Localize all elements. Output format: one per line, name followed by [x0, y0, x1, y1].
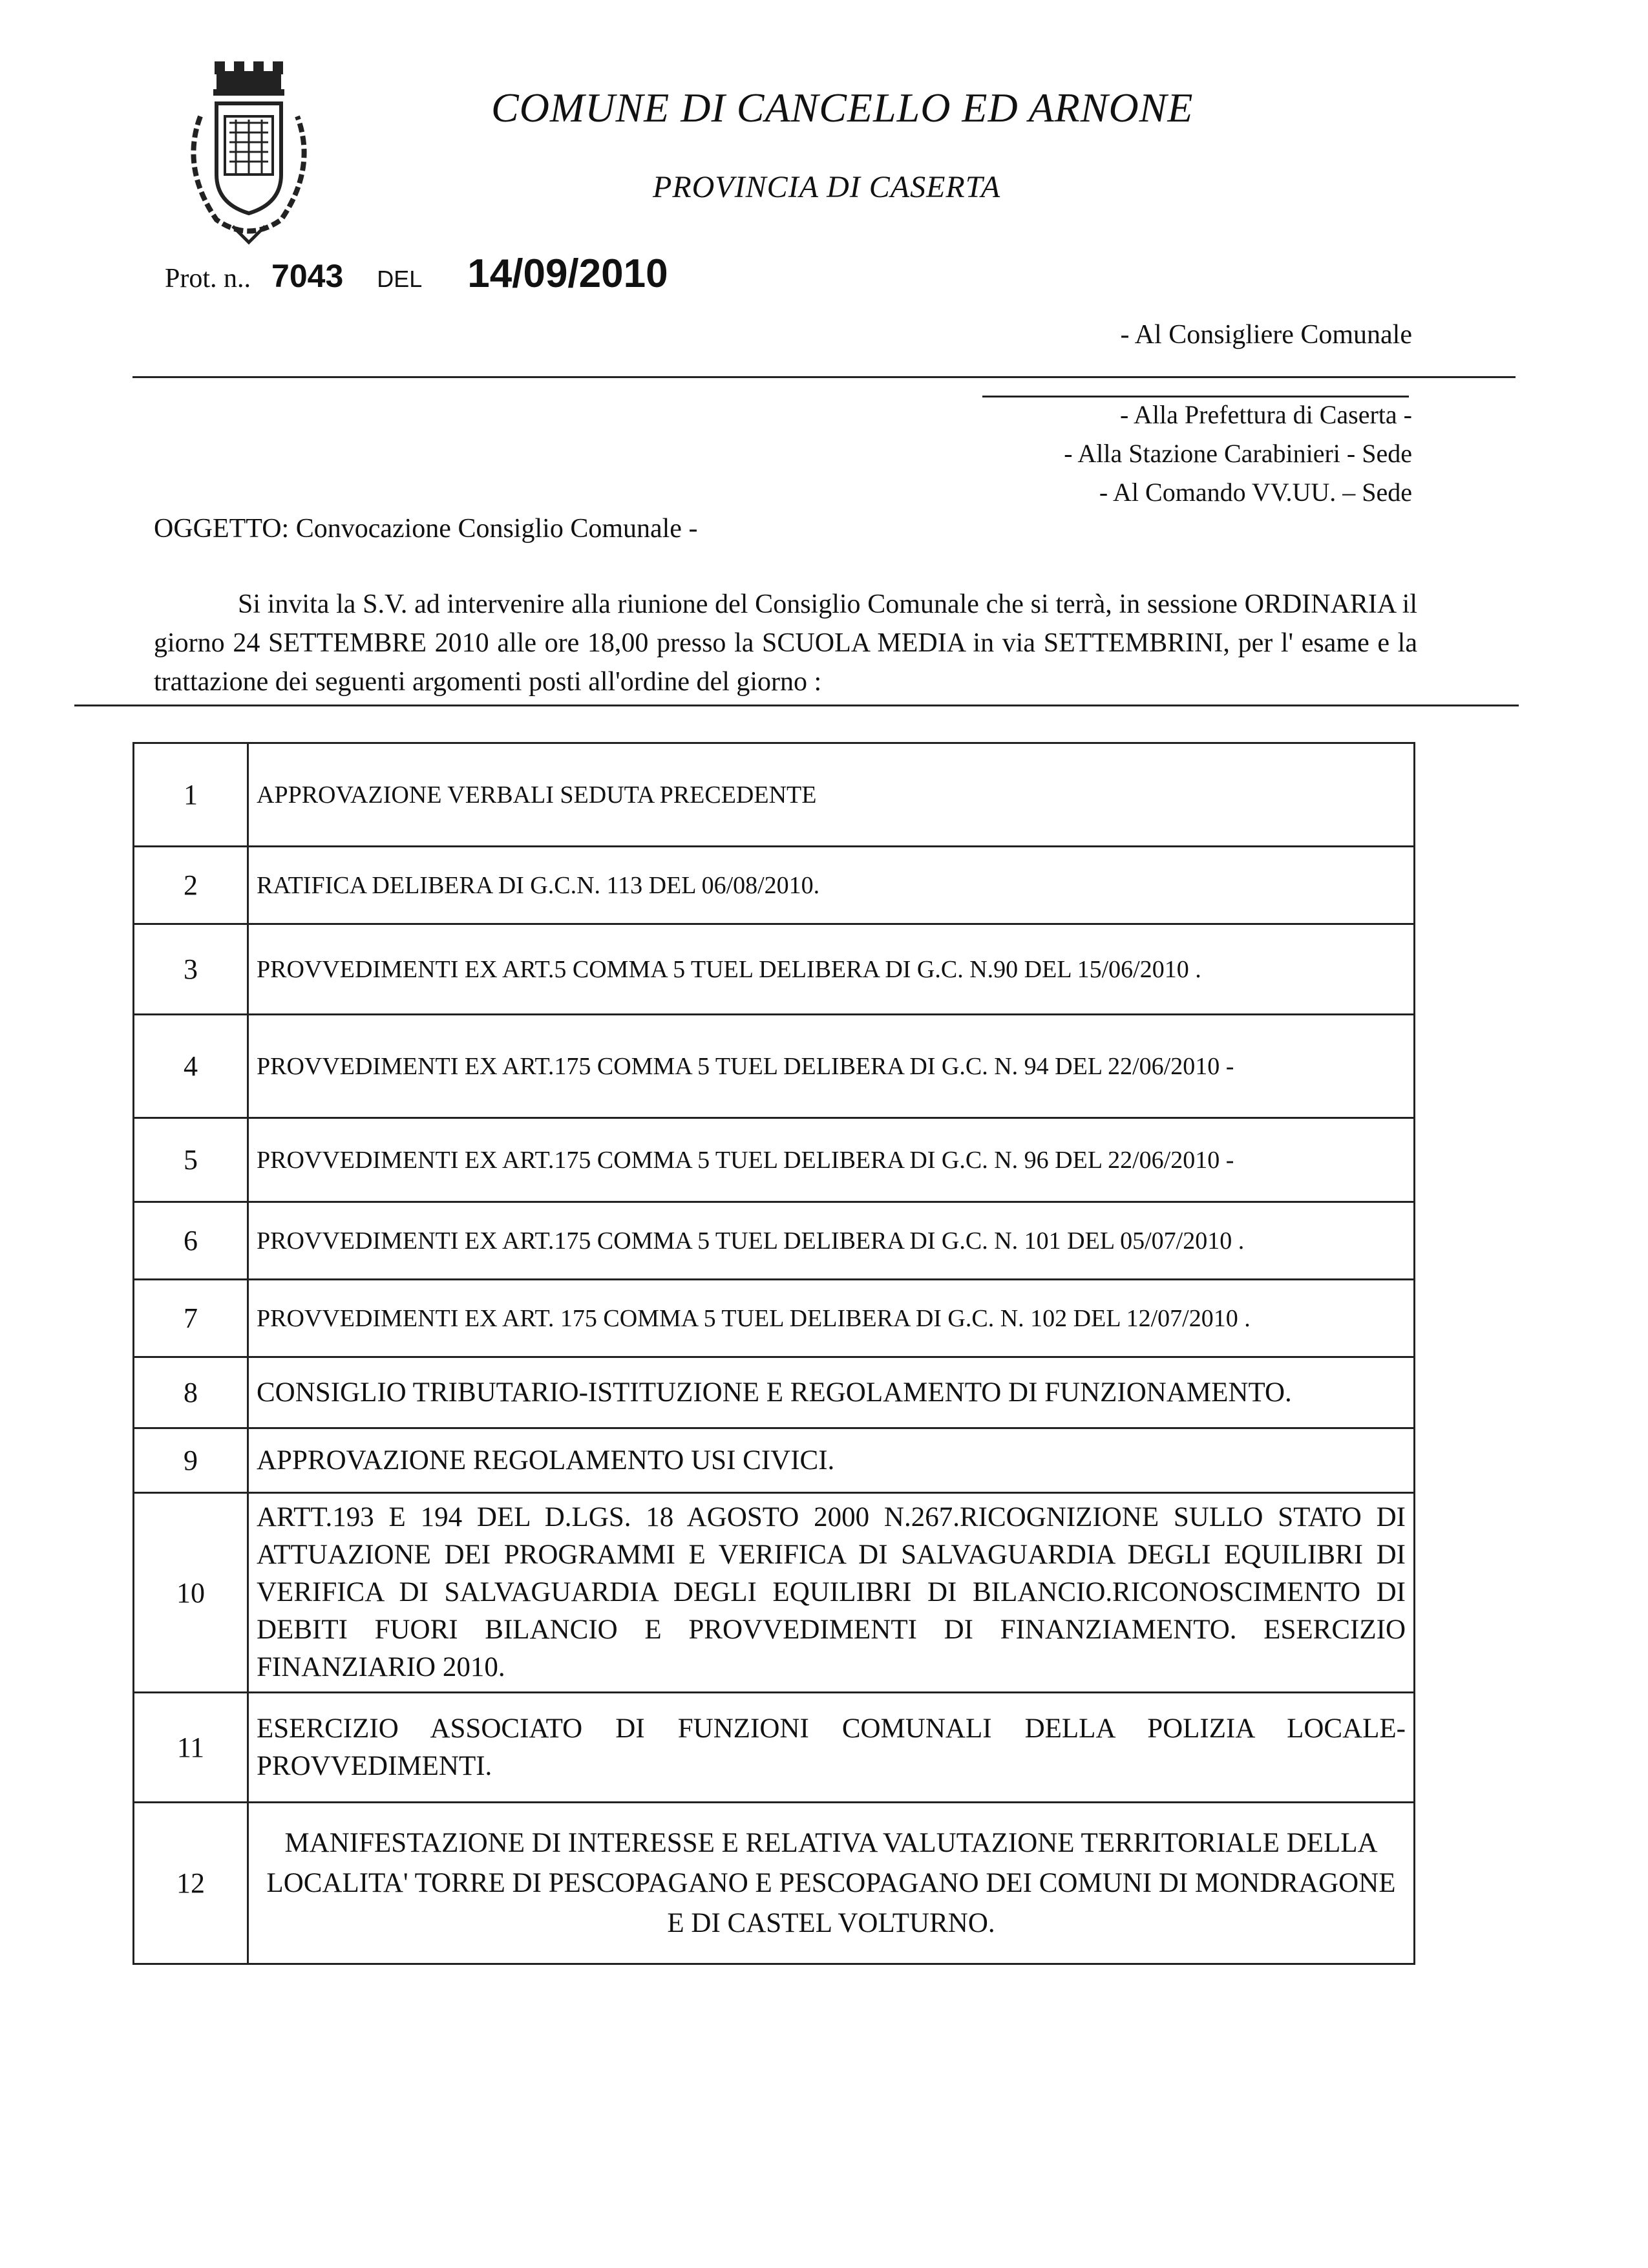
agenda-text: RATIFICA DELIBERA DI G.C.N. 113 DEL 06/08/2010. — [248, 847, 1415, 924]
table-row — [134, 1015, 1415, 1118]
agenda-number: 11 — [134, 1693, 248, 1803]
agenda-table — [132, 742, 1415, 1965]
agenda-number: 6 — [134, 1202, 248, 1280]
agenda-number: 10 — [134, 1493, 248, 1693]
agenda-text: APPROVAZIONE VERBALI SEDUTA PRECEDENTE — [248, 743, 1415, 847]
agenda-number: 1 — [134, 743, 248, 847]
recipient-item: - Alla Stazione Carabinieri - Sede — [1064, 439, 1412, 468]
agenda-text: PROVVEDIMENTI EX ART.5 COMMA 5 TUEL DELIBERA DI G.C. N.90 DEL 15/06/2010 . — [248, 924, 1415, 1015]
agenda-number: 4 — [134, 1015, 248, 1118]
agenda-text: ESERCIZIO ASSOCIATO DI FUNZIONI COMUNALI DELLA POLIZIA LOCALE-PROVVEDIMENTI. — [248, 1693, 1415, 1803]
table-row — [134, 1118, 1415, 1202]
protocol-number: 7043 — [271, 258, 344, 294]
agenda-number: 5 — [134, 1118, 248, 1202]
primary-recipient: - Al Consigliere Comunale — [1120, 320, 1412, 350]
table-row — [134, 1357, 1415, 1428]
protocol-del-label: DEL — [377, 266, 423, 292]
municipality-title: COMUNE DI CANCELLO ED ARNONE — [491, 85, 1194, 131]
table-row — [134, 743, 1415, 847]
province-subtitle: PROVINCIA DI CASERTA — [653, 170, 1001, 204]
protocol-date: 14/09/2010 — [467, 251, 668, 296]
recipients-list — [1064, 396, 1412, 512]
table-row — [134, 1428, 1415, 1493]
body-paragraph — [154, 585, 1417, 701]
protocol-line — [165, 251, 668, 297]
agenda-text: ARTT.193 E 194 DEL D.LGS. 18 AGOSTO 2000 N.267.RICOGNIZIONE SULLO STATO DI ATTUAZIONE DEI PROGRAMMI E VERIFICA DI SALVAGUARDIA DEGLI EQUILIBRI DI VERIFICA DI SALVAGUARDIA DEGLI EQUILIBRI DI BILANCIO.RICONOSCIMENTO DI DEBITI FUORI BILANCIO E PROVVEDIMENTI DI FINANZIAMENTO. ESERCIZIO FINANZIARIO 2010. — [248, 1493, 1415, 1693]
table-row — [134, 1280, 1415, 1357]
agenda-text: APPROVAZIONE REGOLAMENTO USI CIVICI. — [248, 1428, 1415, 1493]
recipient-item: - Alla Prefettura di Caserta - — [1119, 400, 1412, 429]
agenda-text: CONSIGLIO TRIBUTARIO-ISTITUZIONE E REGOLAMENTO DI FUNZIONAMENTO. — [248, 1357, 1415, 1428]
agenda-text: PROVVEDIMENTI EX ART.175 COMMA 5 TUEL DELIBERA DI G.C. N. 96 DEL 22/06/2010 - — [248, 1118, 1415, 1202]
agenda-text: MANIFESTAZIONE DI INTERESSE E RELATIVA VALUTAZIONE TERRITORIALE DELLA LOCALITA' TORRE DI PESCOPAGANO E PESCOPAGANO DEI COMUNI DI MONDRAGONE E DI CASTEL VOLTURNO. — [248, 1803, 1415, 1964]
protocol-label: Prot. n.. — [165, 264, 251, 293]
agenda-text: PROVVEDIMENTI EX ART. 175 COMMA 5 TUEL DELIBERA DI G.C. N. 102 DEL 12/07/2010 . — [248, 1280, 1415, 1357]
recipient-item: - Al Comando VV.UU. – Sede — [1099, 478, 1412, 507]
agenda-number: 8 — [134, 1357, 248, 1428]
agenda-number: 7 — [134, 1280, 248, 1357]
subject-line: OGGETTO: Convocazione Consiglio Comunale - — [154, 514, 698, 544]
agenda-number: 12 — [134, 1803, 248, 1964]
table-row — [134, 847, 1415, 924]
agenda-number: 9 — [134, 1428, 248, 1493]
agenda-text: PROVVEDIMENTI EX ART.175 COMMA 5 TUEL DELIBERA DI G.C. N. 101 DEL 05/07/2010 . — [248, 1202, 1415, 1280]
table-row — [134, 1202, 1415, 1280]
agenda-text: PROVVEDIMENTI EX ART.175 COMMA 5 TUEL DELIBERA DI G.C. N. 94 DEL 22/06/2010 - — [248, 1015, 1415, 1118]
table-row — [134, 1493, 1415, 1693]
table-row — [134, 924, 1415, 1015]
divider — [74, 705, 1519, 706]
table-row — [134, 1693, 1415, 1803]
coat-of-arms-icon — [155, 58, 343, 252]
divider — [132, 376, 1516, 378]
table-row — [134, 1803, 1415, 1964]
body-text: Si invita la S.V. ad intervenire alla riunione del Consiglio Comunale che si terrà, in sessione ORDINARIA il giorno 24 SETTEMBRE 2010 alle ore 18,00 presso la SCUOLA MEDIA in via SETTEMBRINI, per l' esame e la trattazione dei seguenti argomenti posti all'ordine del giorno : — [154, 589, 1417, 697]
agenda-number: 2 — [134, 847, 248, 924]
agenda-number: 3 — [134, 924, 248, 1015]
